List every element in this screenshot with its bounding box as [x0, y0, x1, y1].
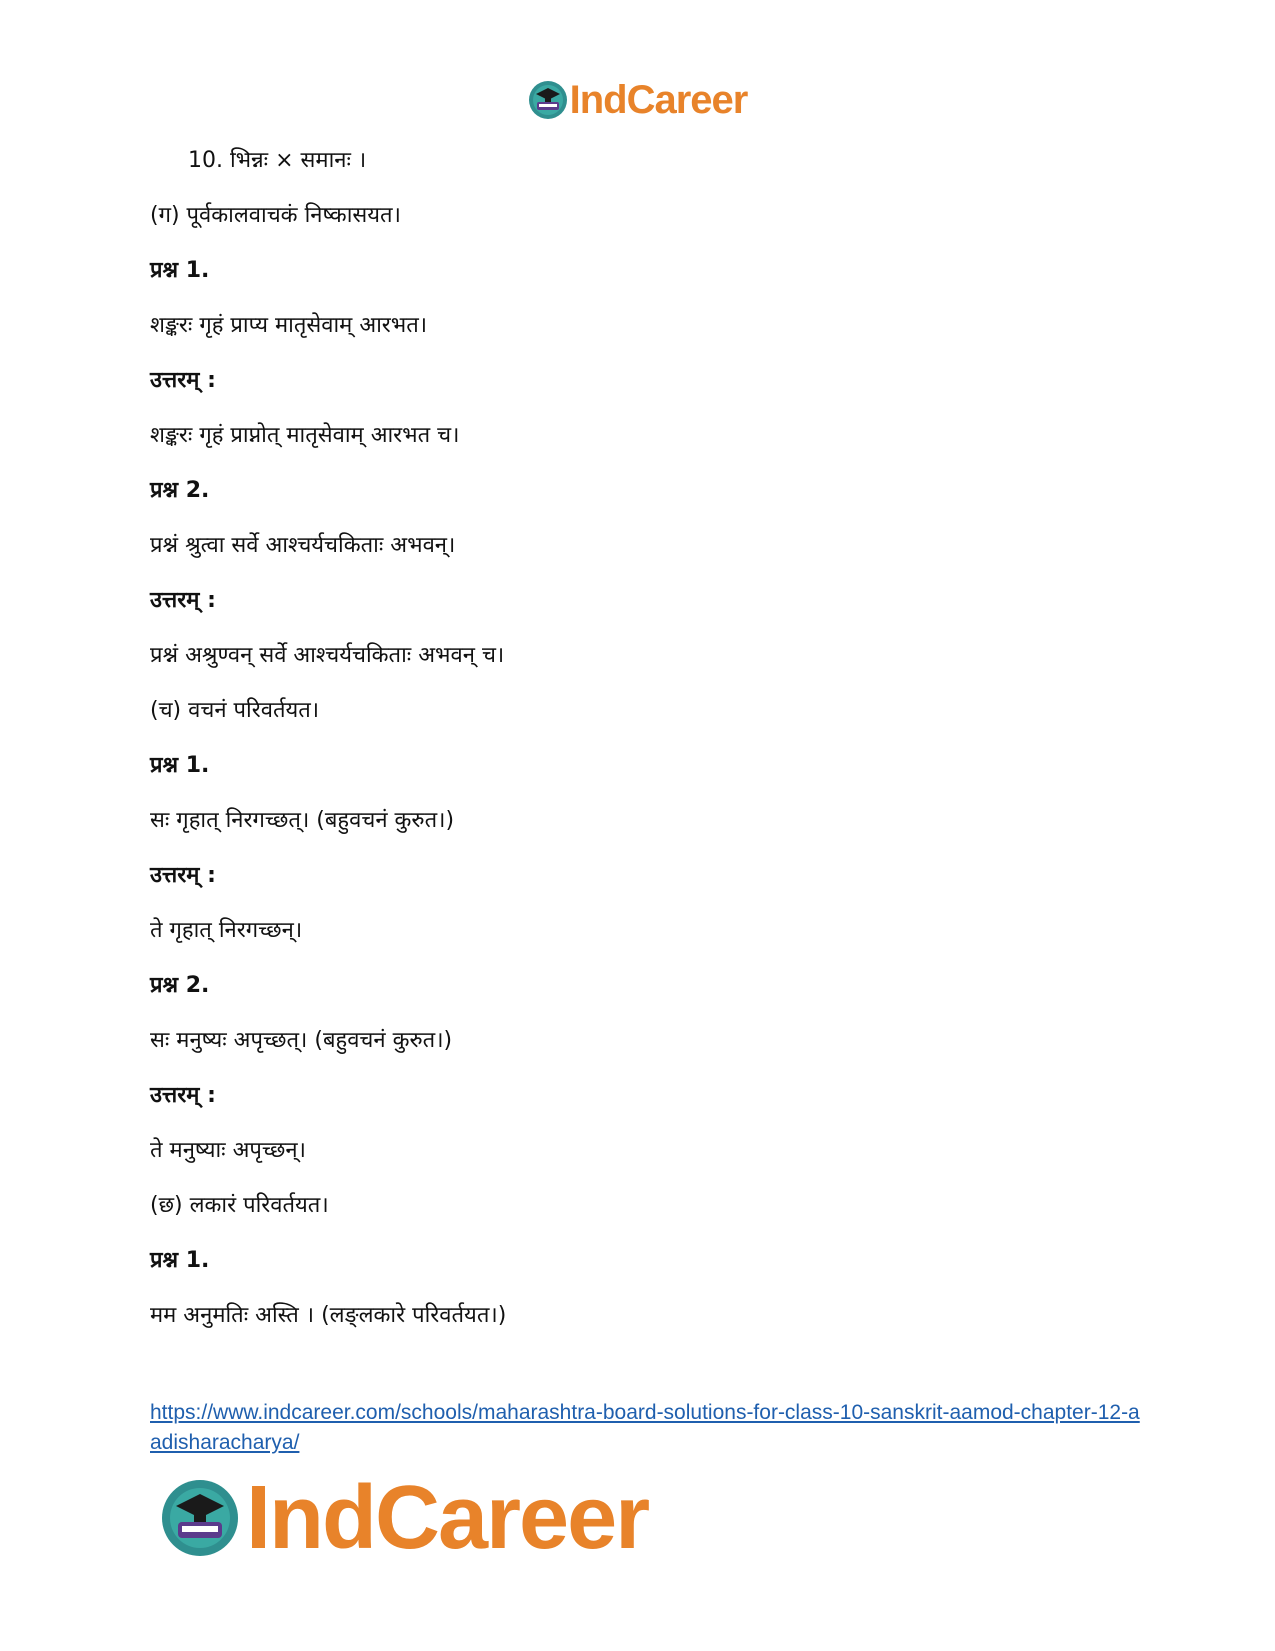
text-line: 10. भिन्नः × समानः । [188, 148, 367, 173]
text-line: सः मनुष्यः अपृच्छत्। (बहुवचनं कुरुत।) [150, 1028, 453, 1053]
text-line: मम अनुमतिः अस्ति । (लङ्लकारे परिवर्तयत।) [150, 1303, 507, 1328]
header-logo [0, 78, 1275, 122]
logo-text: IndCareer [569, 78, 748, 122]
text-line: शङ्करः गृहं प्राप्य मातृसेवाम् आरभत। [150, 313, 428, 338]
source-link[interactable]: https://www.indcareer.com/schools/maharashtra-board-solutions-for-class-10-sanskrit-aamod-chapter-12-aadisharacharya/ [150, 1401, 1140, 1454]
text-line: ते मनुष्याः अपृच्छन्। [150, 1138, 306, 1163]
footer-logo [160, 1470, 648, 1566]
question-label: प्रश्न 2. [150, 973, 210, 998]
question-label: प्रश्न 2. [150, 478, 210, 503]
graduation-book-icon [528, 80, 568, 120]
document-body [150, 146, 1150, 1356]
text-line: प्रश्नं अश्रुण्वन् सर्वे आश्चर्यचकिताः अभवन् च। [150, 643, 505, 668]
question-label: प्रश्न 1. [150, 1248, 210, 1273]
text-line: (च) वचनं परिवर्तयत। [150, 698, 320, 723]
logo-text: IndCareer [246, 1468, 649, 1568]
text-line: सः गृहात् निरगच्छत्। (बहुवचनं कुरुत।) [150, 808, 455, 833]
question-label: उत्तरम् : [150, 1083, 216, 1108]
question-label: उत्तरम् : [150, 863, 216, 888]
question-label: प्रश्न 1. [150, 753, 210, 778]
text-line: (ग) पूर्वकालवाचकं निष्कासयत। [150, 203, 401, 228]
text-line: (छ) लकारं परिवर्तयत। [150, 1193, 329, 1218]
question-label: उत्तरम् : [150, 588, 216, 613]
question-label: प्रश्न 1. [150, 258, 210, 283]
text-line: ते गृहात् निरगच्छन्। [150, 918, 303, 943]
text-line: शङ्करः गृहं प्राप्नोत् मातृसेवाम् आरभत च। [150, 423, 460, 448]
graduation-book-icon [160, 1478, 240, 1558]
question-label: उत्तरम् : [150, 368, 216, 393]
text-line: प्रश्नं श्रुत्वा सर्वे आश्चर्यचकिताः अभवन्। [150, 533, 456, 558]
